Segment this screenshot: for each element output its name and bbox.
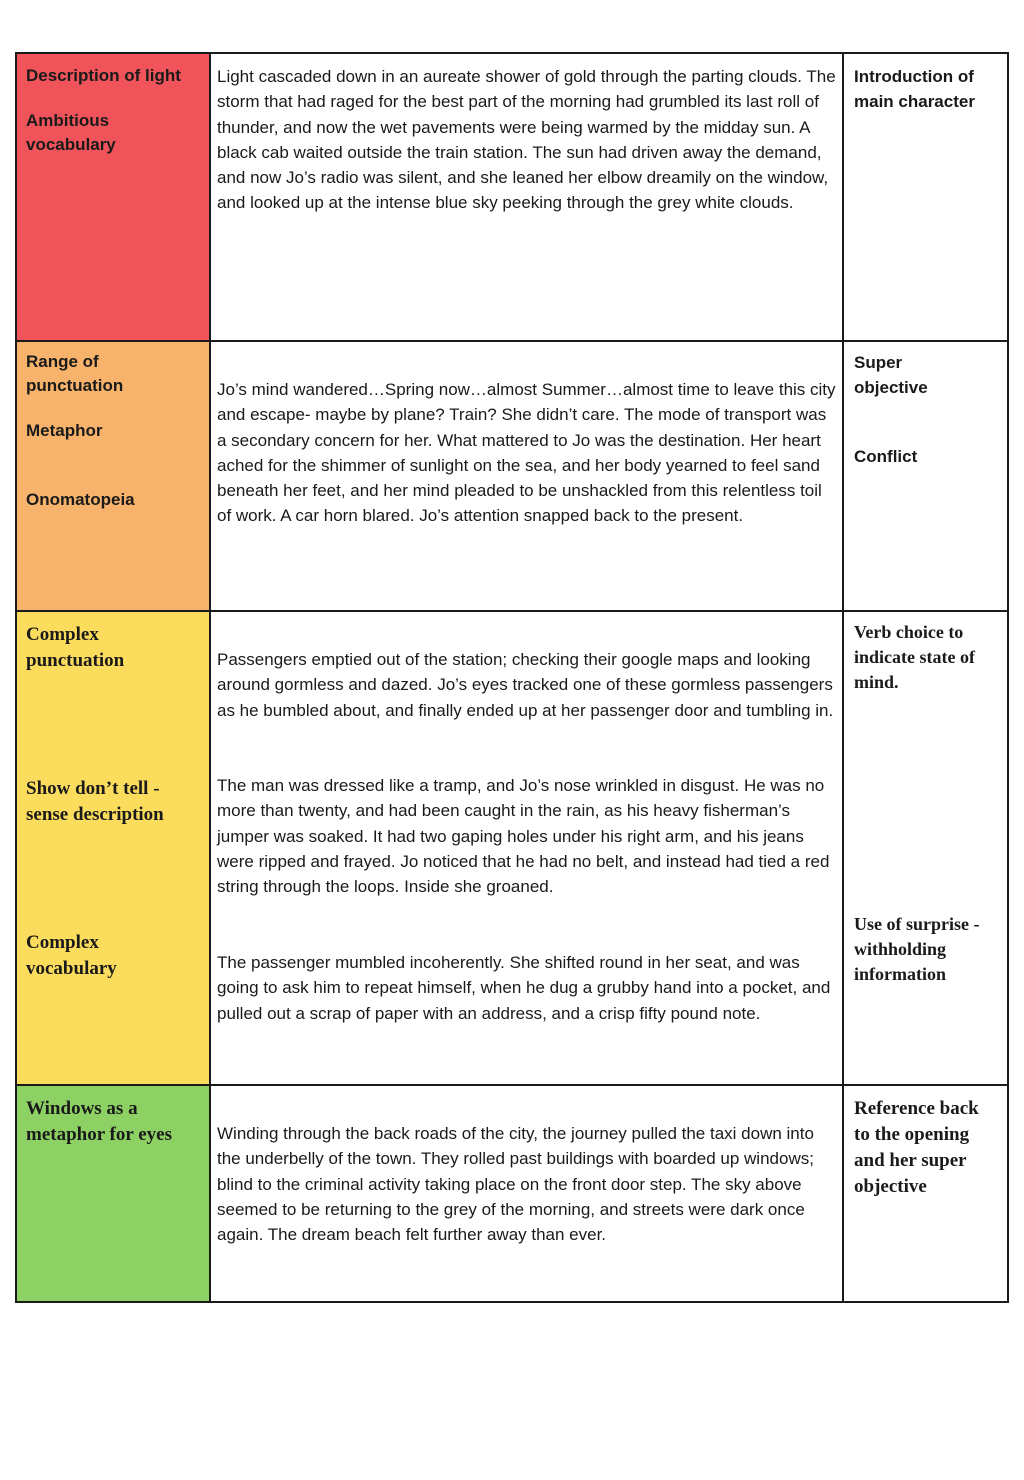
technique-label: Complex vocabulary (26, 932, 117, 979)
story-paragraph: The passenger mumbled incoherently. She shifted round in her seat, and was going to ask him to repeat himself, when he dug a grubby hand into a pocket, and pulled out a scrap of paper with an address, and a crisp fifty pound note. (217, 953, 831, 1023)
story-cell-3 (211, 612, 844, 1084)
note-cell-1 (844, 54, 1007, 340)
table-row-2 (17, 340, 1007, 610)
story-paragraph: The man was dressed like a tramp, and Jo’s nose wrinkled in disgust. He was no more than twenty, and had been caught in the rain, as his heavy fisherman’s jumper was soaked. It had two gaping holes under his right arm, and his jeans were ripped and frayed. Jo noticed that he had no belt, and instead had tied a red string through the loops. Inside she groaned. (217, 776, 830, 897)
story-paragraph: Light cascaded down in an aureate shower of gold through the parting clouds. The storm that had raged for the best part of the morning had grumbled its last roll of thunder, and now the wet pavements were being warmed by the midday sun. A black cab waited outside the train station. The sun had driven away the demand, and now Jo’s radio was silent, and she leaned her elbow dreamily on the window, and looked up at the intense blue sky peeking through the grey white clouds. (217, 67, 836, 213)
technique-label: Windows as a metaphor for eyes (26, 1098, 172, 1145)
note-label: Conflict (854, 447, 918, 466)
note-label: Super objective (854, 353, 928, 397)
table-row-3 (17, 610, 1007, 1084)
note-cell-3 (844, 612, 1007, 1084)
note-label: Use of surprise - withholding information (854, 914, 980, 984)
technique-label: Metaphor (26, 421, 103, 440)
note-cell-4 (844, 1086, 1007, 1301)
technique-cell-2 (17, 342, 211, 610)
technique-label: Ambitious vocabulary (26, 111, 116, 154)
technique-label: Range of punctuation (26, 352, 124, 395)
technique-cell-3 (17, 612, 211, 1084)
story-paragraph: Passengers emptied out of the station; checking their google maps and looking around gormless and dazed. Jo’s eyes tracked one of these gormless passengers as he bumbled about, and finally ended up at her passenger door and tumbling in. (217, 650, 834, 720)
note-label: Reference back to the opening and her super objective (854, 1098, 979, 1197)
story-paragraph: Winding through the back roads of the city, the journey pulled the taxi down into the underbelly of the town. They rolled past buildings with boarded up windows; blind to the criminal activity taking place on the front door step. The sky above seemed to be returning to the grey of the morning, and streets were dark once again. The dream beach felt further away than ever. (217, 1124, 814, 1245)
technique-label: Description of light (26, 66, 181, 85)
note-cell-2 (844, 342, 1007, 610)
table-row-4 (17, 1084, 1007, 1301)
technique-label: Onomatopeia (26, 490, 135, 509)
table-row-1 (17, 54, 1007, 340)
note-label: Verb choice to indicate state of mind. (854, 622, 975, 692)
technique-cell-1 (17, 54, 211, 340)
technique-label: Show don’t tell - sense description (26, 778, 164, 825)
story-cell-1 (211, 54, 844, 340)
story-cell-4 (211, 1086, 844, 1301)
story-paragraph: Jo’s mind wandered…Spring now…almost Summer…almost time to leave this city and escape- maybe by plane? Train? She didn’t care. The mode of transport was a secondary concern for her. What mattered to Jo was the destination. Her heart ached for the shimmer of sunlight on the sea, and her body yearned to feel sand beneath her feet, and her mind pleaded to be unshackled from this relentless toil of work. A car horn blared. Jo’s attention snapped back to the present. (217, 380, 836, 526)
technique-cell-4 (17, 1086, 211, 1301)
note-label: Introduction of main character (854, 67, 975, 111)
technique-label: Complex punctuation (26, 624, 125, 671)
annotated-story-table (15, 52, 1009, 1303)
story-cell-2 (211, 342, 844, 610)
